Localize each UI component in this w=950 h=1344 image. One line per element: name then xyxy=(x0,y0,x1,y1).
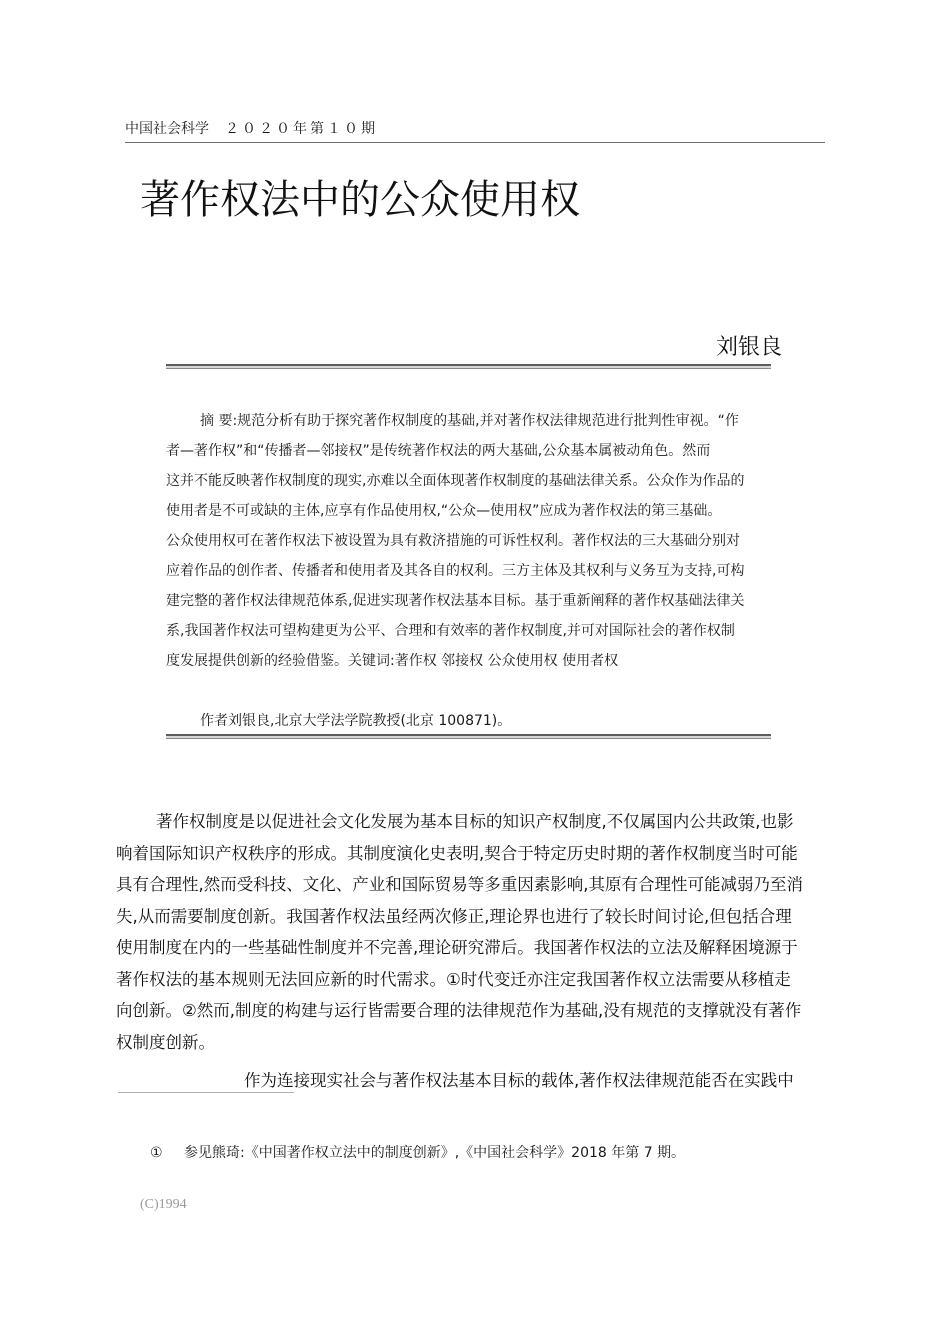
author-name: 刘银良 xyxy=(715,335,782,360)
abstract-line: 使用者是不可或缺的主体,应享有作品使用权,“公众—使用权”应成为著作权法的第三基础。 xyxy=(166,503,722,519)
footnote-separator xyxy=(118,1092,294,1093)
issue-number: ２０２０年第１０期 xyxy=(225,121,378,137)
body-line: 向创新。②然而,制度的构建与运行皆需要合理的法律规范作为基础,没有规范的支撑就没有著作 xyxy=(116,1001,802,1020)
abstract-bottom-rule xyxy=(166,734,771,739)
abstract-line: 系,我国著作权法可望构建更为公平、合理和有效率的著作权制度,并可对国际社会的著作权制 xyxy=(166,623,735,639)
body-line: 著作权法的基本规则无法回应新的时代需求。①时代变迁亦注定我国著作权立法需要从移植走 xyxy=(116,969,791,989)
author-affiliation-note: 作者刘银良,北京大学法学院教授(北京 100871)。 xyxy=(200,713,512,729)
body-line: 著作权制度是以促进社会文化发展为基本目标的知识产权制度,不仅属国内公共政策,也影 xyxy=(156,812,794,831)
header-rule xyxy=(125,142,825,143)
body-line: 失,从而需要制度创新。我国著作权法虽经两次修正,理论界也进行了较长时间讨论,但包括合理 xyxy=(116,906,792,926)
body-paragraph-2-start: 作为连接现实社会与著作权法基本目标的载体,著作权法律规范能否在实践中 xyxy=(244,1071,794,1090)
abstract-line: 这并不能反映著作权制度的现实,亦难以全面体现著作权制度的基础法律关系。公众作为作品的 xyxy=(166,473,745,489)
body-line: 使用制度在内的一些基础性制度并不完善,理论研究滞后。我国著作权法的立法及解释困境源于 xyxy=(116,938,798,957)
footnote-text: 参见熊琦:《中国著作权立法中的制度创新》,《中国社会科学》2018 年第 7 期。 xyxy=(184,1145,686,1161)
abstract-line: 应着作品的创作者、传播者和使用者及其各自的权利。三方主体及其权利与义务互为支持,可构 xyxy=(166,563,745,579)
body-line: 响着国际知识产权秩序的形成。其制度演化史表明,契合于特定历史时期的著作权制度当时可能 xyxy=(116,843,798,863)
copyright-notice: (C)1994 xyxy=(140,1197,187,1212)
abstract-line: 建完整的著作权法律规范体系,促进实现著作权法基本目标。基于重新阐释的著作权基础法律关 xyxy=(166,593,745,609)
abstract-line: 者—著作权”和“传播者—邻接权”是传统著作权法的两大基础,公众基本属被动角色。然而 xyxy=(166,443,711,459)
abstract-top-rule xyxy=(166,364,771,369)
abstract xyxy=(166,406,790,676)
footnote-1 xyxy=(150,1143,685,1163)
article-title: 著作权法中的公众使用权 xyxy=(140,177,580,223)
abstract-line: 摘 要:规范分析有助于探究著作权制度的基础,并对著作权法律规范进行批判性审视。“作 xyxy=(200,413,739,429)
journal-name: 中国社会科学 xyxy=(125,121,209,137)
body-line: 具有合理性,然而受科技、文化、产业和国际贸易等多重因素影响,其原有合理性可能减弱乃至消 xyxy=(116,875,803,894)
footnote-marker: ① xyxy=(150,1145,163,1161)
body-paragraph-1 xyxy=(116,806,846,1058)
body-line: 权制度创新。 xyxy=(116,1032,215,1052)
running-header xyxy=(125,120,378,138)
abstract-line: 公众使用权可在著作权法下被设置为具有救济措施的可诉性权利。著作权法的三大基础分别对 xyxy=(166,533,740,549)
abstract-line-keywords: 度发展提供创新的经验借鉴。关键词:著作权 邻接权 公众使用权 使用者权 xyxy=(166,653,619,669)
